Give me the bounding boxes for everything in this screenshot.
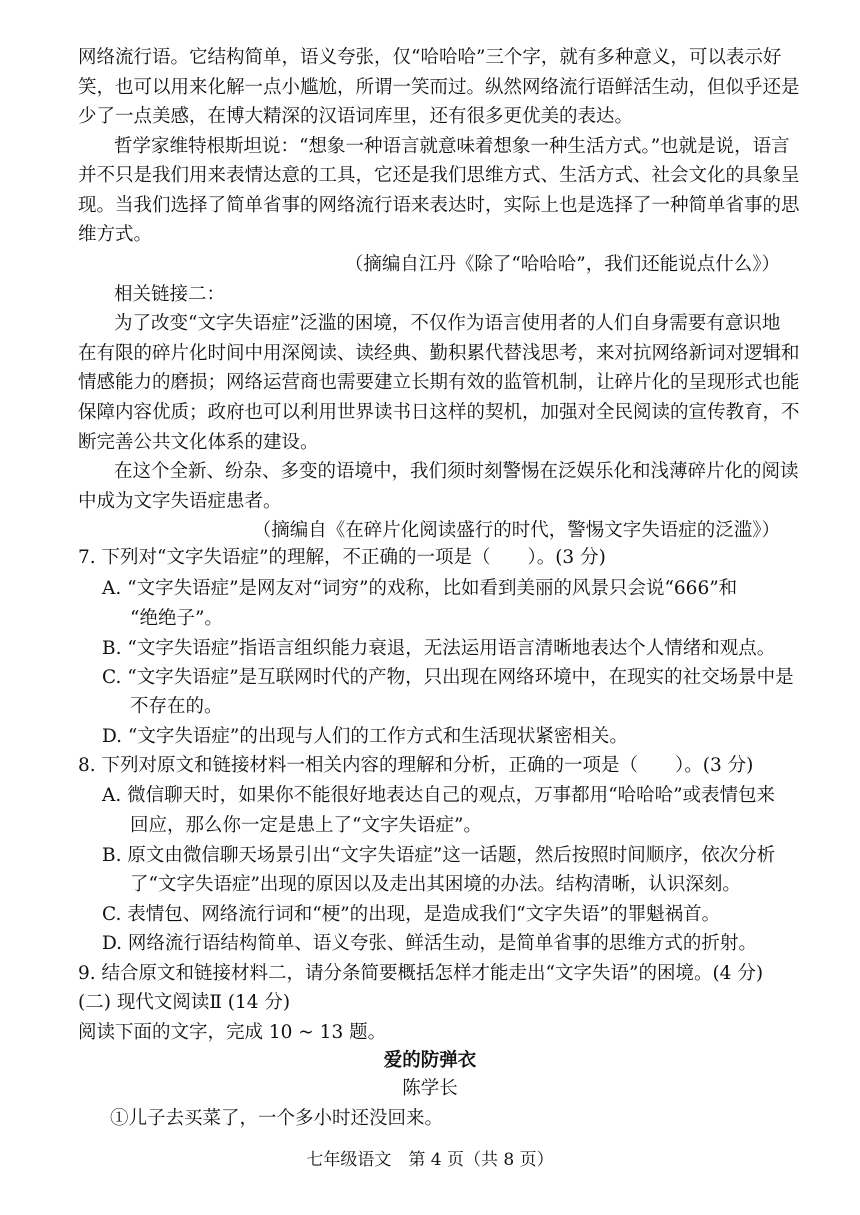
passage-line: 并不只是我们用来表情达意的工具，它还是我们思维方式、生活方式、社会文化的具象呈 bbox=[78, 165, 800, 186]
link2-line: 断完善公共文化体系的建设。 bbox=[78, 432, 319, 453]
link2-line: 在这个全新、纷杂、多变的语境中，我们须时刻警惕在泛娱乐化和浅薄碎片化的阅读 bbox=[114, 461, 799, 482]
source-citation: （摘编自江丹《除了“哈哈哈”，我们还能说点什么》） bbox=[344, 254, 780, 275]
page-footer: 七年级语文 第 4 页（共 8 页） bbox=[306, 1150, 554, 1170]
link2-line: 情感能力的磨损；网络运营商也需要建立长期有效的监管机制，让碎片化的呈现形式也能 bbox=[78, 372, 800, 393]
passage-line: 哲学家维特根斯坦说：“想象一种语言就意味着想象一种生活方式。”也就是说，语言 bbox=[114, 136, 790, 157]
q8-option-a: A. 微信聊天时，如果你不能很好地表达自己的观点，万事都用“哈哈哈”或表情包来 bbox=[102, 785, 776, 806]
link2-line: 保障内容优质；政府也可以利用世界读书日这样的契机，加强对全民阅读的宣传教育，不 bbox=[78, 402, 800, 423]
q7-option-d: D. “文字失语症”的出现与人们的工作方式和生活现状紧密相关。 bbox=[102, 726, 628, 747]
story-title: 爱的防弹衣 bbox=[383, 1050, 477, 1071]
passage-line: 笑，也可以用来化解一点小尴尬，所谓一笑而过。纵然网络流行语鲜活生动，但似乎还是 bbox=[78, 77, 800, 98]
source-citation: （摘编自《在碎片化阅读盛行的时代，警惕文字失语症的泛滥》） bbox=[252, 520, 780, 541]
q7-option-a: A. “文字失语症”是网友对“词穷”的戏称，比如看到美丽的风景只会说“666”和 bbox=[102, 578, 738, 599]
q7-option-a-cont: “绝绝子”。 bbox=[130, 608, 223, 629]
story-author: 陈学长 bbox=[402, 1078, 458, 1099]
q8-option-b: B. 原文由微信聊天场景引出“文字失语症”这一话题，然后按照时间顺序，依次分析 bbox=[102, 845, 776, 866]
passage-line: 维方式。 bbox=[78, 224, 153, 245]
link2-line: 中成为文字失语症患者。 bbox=[78, 491, 282, 512]
q8-option-a-cont: 回应，那么你一定是患上了“文字失语症”。 bbox=[130, 815, 482, 836]
section-heading: (二) 现代文阅读Ⅱ (14 分) bbox=[78, 992, 291, 1013]
passage-line: 少了一点美感，在博大精深的汉语词库里，还有很多更优美的表达。 bbox=[78, 106, 634, 127]
link2-heading: 相关链接二： bbox=[114, 284, 226, 305]
q8-option-d: D. 网络流行语结构简单、语义夸张、鲜活生动，是简单省事的思维方式的折射。 bbox=[102, 933, 757, 954]
q7-option-b: B. “文字失语症”指语言组织能力衰退，无法运用语言清晰地表达个人情绪和观点。 bbox=[102, 638, 776, 659]
passage-line: 网络流行语。它结构简单，语义夸张，仅“哈哈哈”三个字，就有多种意义，可以表示好 bbox=[78, 47, 782, 68]
link2-line: 在有限的碎片化时间中用深阅读、读经典、勤积累代替浅思考，来对抗网络新词对逻辑和 bbox=[78, 343, 800, 364]
passage-line: 现。当我们选择了简单省事的网络流行语来表达时，实际上也是选择了一种简单省事的思 bbox=[78, 195, 800, 216]
q8-option-c: C. 表情包、网络流行词和“梗”的出现，是造成我们“文字失语”的罪魁祸首。 bbox=[102, 904, 721, 925]
q7-option-c: C. “文字失语症”是互联网时代的产物，只出现在网络环境中，在现实的社交场景中是 bbox=[102, 667, 794, 688]
question-8-stem: 8. 下列对原文和链接材料一相关内容的理解和分析，正确的一项是（ ）。(3 分) bbox=[78, 755, 754, 776]
question-9: 9. 结合原文和链接材料二，请分条简要概括怎样才能走出“文字失语”的困境。(4 分) bbox=[78, 963, 764, 984]
question-7-stem: 7. 下列对“文字失语症”的理解，不正确的一项是（ ）。(3 分) bbox=[78, 547, 606, 568]
link2-line: 为了改变“文字失语症”泛滥的困境，不仅作为语言使用者的人们自身需要有意识地 bbox=[114, 313, 781, 334]
q7-option-c-cont: 不存在的。 bbox=[130, 696, 223, 717]
story-paragraph: ①儿子去买菜了，一个多小时还没回来。 bbox=[110, 1108, 444, 1129]
q8-option-b-cont: 了“文字失语症”出现的原因以及走出其困境的办法。结构清晰，认识深刻。 bbox=[130, 874, 741, 895]
reading-instruction: 阅读下面的文字，完成 10 ~ 13 题。 bbox=[78, 1022, 387, 1043]
